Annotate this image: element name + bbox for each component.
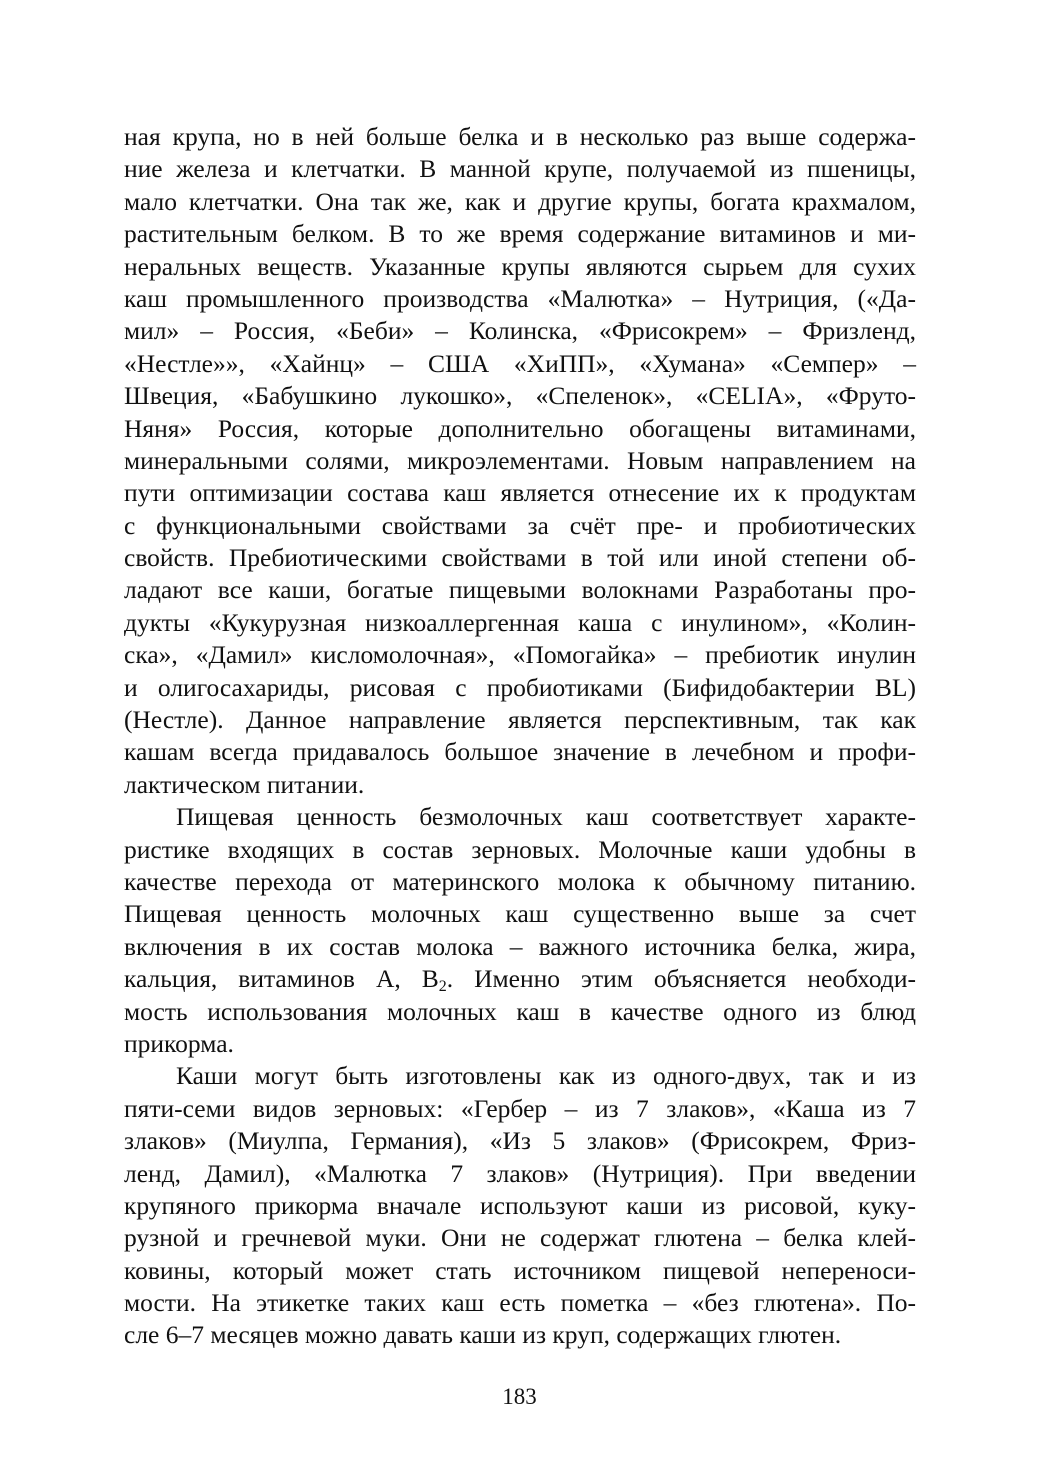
text-line: прикорма. — [124, 1028, 234, 1058]
text-line: включения в их состав молока – важного источника белка, жира, — [124, 931, 916, 961]
text-line: мость использования молочных каш в качестве одного из блюд — [124, 996, 916, 1026]
text-fragment: . Именно этим объясняется необходи- — [446, 964, 916, 994]
text-line: рузной и гречневой муки. Они не содержат глютена – белка клей- — [124, 1223, 916, 1253]
text-line: ладают все каши, богатые пищевыми волокнами Разработаны про- — [124, 575, 916, 605]
text-line: качестве перехода от материнского молока к обычному питанию. — [124, 866, 916, 896]
text-line: каш промышленного производства «Малютка» – Нутриция, («Да- — [124, 283, 916, 313]
subscript: 2 — [438, 978, 447, 996]
text-line: сле 6–7 месяцев можно давать каши из круп, содержащих глютен. — [124, 1320, 842, 1350]
text-line: (Нестле). Данное направление является перспективным, так как — [124, 705, 916, 735]
text-line: неральных веществ. Указанные крупы являются сырьем для сухих — [124, 251, 916, 281]
text-line: Швеция, «Бабушкино лукошко», «Спеленок», «CELIA», «Фруто- — [124, 381, 916, 411]
text-line: пяти-семи видов зерновых: «Гербер – из 7 злаков», «Каша из 7 — [124, 1093, 916, 1123]
text-line: ние железа и клетчатки. В манной крупе, получаемой из пшеницы, — [124, 154, 916, 184]
text-line: ная крупа, но в ней больше белка и в несколько раз выше содержа- — [124, 122, 916, 151]
text-line: мил» – Россия, «Беби» – Колинска, «Фрисокрем» – Фризленд, — [124, 316, 916, 346]
text-line: мости. На этикетке таких каш есть пометка – «без глютена». По- — [124, 1288, 916, 1318]
text-line: Пищевая ценность безмолочных каш соответствует характе- — [176, 802, 916, 832]
text-line: пути оптимизации состава каш является отнесение их к продуктам — [124, 478, 916, 508]
text-line: мало клетчатки. Она так же, как и другие крупы, богата крахмалом, — [124, 186, 916, 216]
text-line: ска», «Дамил» кисломолочная», «Помогайка» – пребиотик инулин — [124, 640, 916, 670]
body-text — [124, 121, 916, 1352]
text-line: минеральными солями, микроэлементами. Новым направлением на — [124, 445, 916, 475]
text-line: и олигосахариды, рисовая с пробиотиками (Бифидобактерии BL) — [124, 672, 916, 702]
text-line: лактическом питании. — [124, 769, 365, 799]
text-line: крупяного прикорма вначале используют каши из рисовой, куку- — [124, 1190, 916, 1220]
text-line: с функциональными свойствами за счёт пре- и пробиотических — [124, 510, 916, 540]
text-line — [124, 963, 916, 995]
text-line: злаков» (Миулпа, Германия), «Из 5 злаков» (Фрисокрем, Фриз- — [124, 1126, 916, 1156]
text-line: кашам всегда придавалось большое значение в лечебном и профи- — [124, 737, 916, 767]
text-line: ристике входящих в состав зерновых. Молочные каши удобны в — [124, 834, 916, 864]
text-line: свойств. Пребиотическими свойствами в той или иной степени об- — [124, 543, 916, 573]
text-line: ковины, который может стать источником пищевой непереноси- — [124, 1255, 916, 1285]
text-line: Каши могут быть изготовлены как из одного-двух, так и из — [176, 1061, 916, 1091]
text-line: дукты «Кукурузная низкоаллергенная каша с инулином», «Колин- — [124, 607, 916, 637]
text-fragment: кальция, витаминов А, В — [124, 964, 439, 994]
page-number: 183 — [502, 1384, 537, 1409]
text-line: Пищевая ценность молочных каш существенно выше за счет — [124, 899, 916, 929]
text-line: «Нестле»», «Хайнц» – США «ХиПП», «Хумана» «Семпер» – — [124, 348, 916, 378]
text-line: ленд, Дамил), «Малютка 7 злаков» (Нутриция). При введении — [124, 1158, 916, 1188]
text-line: растительным белком. В то же время содержание витаминов и ми- — [124, 219, 916, 249]
text-line: Няня» Россия, которые дополнительно обогащены витаминами, — [124, 413, 916, 443]
